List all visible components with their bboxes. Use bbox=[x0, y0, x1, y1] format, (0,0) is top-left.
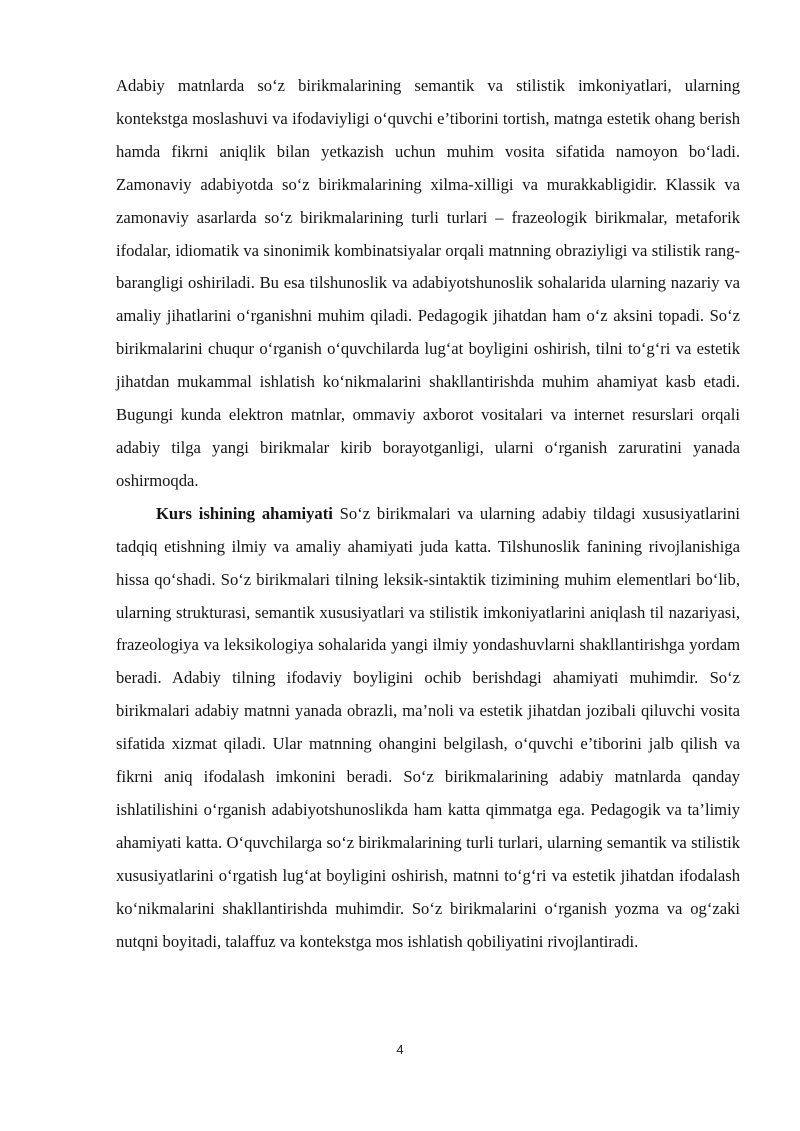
section-heading: Kurs ishining ahamiyati bbox=[156, 503, 333, 523]
page-content bbox=[116, 70, 740, 958]
paragraph-significance bbox=[116, 498, 740, 959]
paragraph-relevance: Adabiy matnlarda so‘z birikmalarining semantik va stilistik imkoniyatlari, ularning kontekstga moslashuvi va ifodaviyligi o‘quvchi e’tiborini tortish, matnga estetik ohang berish hamda fikrni aniqlik bilan yetkazish uchun muhim vosita sifatida namoyon bo‘ladi. Zamonaviy adabiyotda so‘z birikmalarining xilma-xilligi va murakkabligidir. Klassik va zamonaviy asarlarda so‘z birikmalarining turli turlari – frazeologik birikmalar, metaforik ifodalar, idiomatik va sinonimik kombinatsiyalar orqali matnning obraziyligi va stilistik rang-barangligi oshiriladi. Bu esa tilshunoslik va adabiyotshunoslik sohalarida ularning nazariy va amaliy jihatlarini o‘rganishni muhim qiladi. Pedagogik jihatdan ham o‘z aksini topadi. So‘z birikmalarini chuqur o‘rganish o‘quvchilarda lug‘at boyligini oshirish, tilni to‘g‘ri va estetik jihatdan mukammal ishlatish ko‘nikmalarini shakllantirishda muhim ahamiyat kasb etadi. Bugungi kunda elektron matnlar, ommaviy axborot vositalari va internet resurslari orqali adabiy tilga yangi birikmalar kirib borayotganligi, ularni o‘rganish zaruratini yanada oshirmoqda. bbox=[116, 76, 740, 490]
page-number: 4 bbox=[396, 1042, 404, 1057]
section-body: So‘z birikmalari va ularning adabiy tildagi xususiyatlarini tadqiq etishning ilmiy va amaliy ahamiyati juda katta. Tilshunoslik fanining rivojlanishiga hissa qo‘shadi. So‘z birikmalari tilning leksik-sintaktik tizimining muhim elementlari bo‘lib, ularning strukturasi, semantik xususiyatlari va stilistik imkoniyatlarini aniqlash til nazariyasi, frazeologiya va leksikologiya sohalarida yangi ilmiy yondashuvlarni shakllantirishga yordam beradi. Adabiy tilning ifodaviy boyligini ochib berishdagi ahamiyati muhimdir. So‘z birikmalari adabiy matnni yanada obrazli, ma’noli va estetik jihatdan jozibali qiluvchi vosita sifatida xizmat qiladi. Ular matnning ohangini belgilash, o‘quvchi e’tiborini jalb qilish va fikrni aniq ifodalash imkonini beradi. So‘z birikmalarining adabiy matnlarda qanday ishlatilishini o‘rganish adabiyotshunoslikda ham katta qimmatga ega. Pedagogik va ta’limiy ahamiyati katta. O‘quvchilarga so‘z birikmalarining turli turlari, ularning semantik va stilistik xususiyatlarini o‘rgatish lug‘at boyligini oshirish, matnni to‘g‘ri va estetik jihatdan ifodalash ko‘nikmalarini shakllantirishda muhimdir. So‘z birikmalarini o‘rganish yozma va og‘zaki nutqni boyitadi, talaffuz va kontekstga mos ishlatish qobiliyatini rivojlantiradi. bbox=[116, 503, 741, 951]
